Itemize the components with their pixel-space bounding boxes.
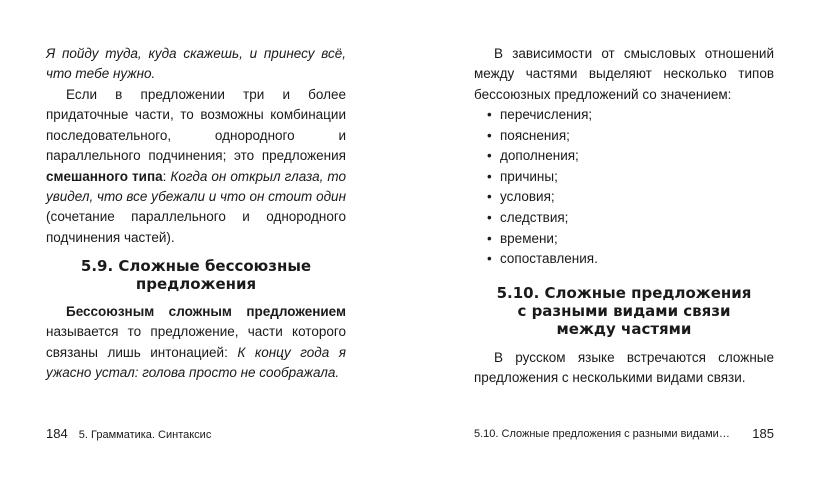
heading-5-10-line3: между частями (556, 320, 692, 338)
running-title-left: 5. Грамматика. Синтаксис (78, 429, 212, 441)
heading-5-9-line2: предложения (135, 275, 257, 293)
bullet-icon: • (487, 107, 492, 122)
bullet-icon: • (487, 251, 492, 267)
right-footer (474, 427, 774, 441)
mixed-type-colon: : (162, 168, 171, 184)
left-page (46, 0, 346, 480)
section-heading-5-10 (474, 284, 774, 338)
page-number-left: 184 (46, 426, 68, 441)
page-number-right: 185 (752, 426, 774, 441)
bullet-icon: • (487, 230, 492, 246)
heading-5-10-line1: 5.10. Сложные предложения (496, 284, 752, 302)
bullet-icon: • (487, 168, 492, 184)
left-paragraph-mixed-type (46, 85, 346, 248)
list-item: • сопоставления. (474, 249, 774, 270)
right-paragraph-types: В зависимости от смысловых отношений между частями выделяют несколько типов бессоюзных предложений со значением: (474, 46, 774, 102)
bullet-icon: • (487, 127, 492, 143)
mixed-type-example: Когда он открыл глаза, то увидел, что все убежали и что он стоит один (46, 168, 346, 205)
mixed-type-text: Если в предложении три и более придаточные части, то возможны комбинации последовательного, однородного и параллельного подчинения; это предложения (46, 87, 346, 164)
bullet-icon: • (487, 189, 492, 205)
asyndetic-term: Бессоюзным сложным предложением (66, 304, 346, 319)
mixed-type-term: смешанного типа (46, 168, 163, 184)
heading-5-10-line2: с разными видами связи (517, 302, 731, 320)
mixed-type-note: (сочетание параллельного и однородного подчинения частей). (46, 209, 346, 245)
asyndetic-definition: называется то предложение, части которого связаны лишь интонацией: (46, 324, 346, 360)
list-item: • следствия; (474, 208, 774, 229)
heading-5-9-line1: 5.9. Сложные бессоюзные (80, 257, 312, 275)
list-item: • дополнения; (474, 146, 774, 167)
list-item: • причины; (474, 167, 774, 188)
right-page (474, 0, 774, 480)
types-list (474, 105, 774, 270)
asyndetic-example: К концу года я ужасно устал: голова просто не соображала. (46, 344, 347, 381)
left-footer (46, 427, 211, 442)
list-item: • перечисления; (474, 105, 774, 126)
bullet-icon: • (487, 148, 492, 164)
section-heading-5-9 (46, 257, 346, 293)
list-item: • условия; (474, 187, 774, 208)
left-paragraph-asyndetic (46, 302, 346, 384)
right-paragraph-mixed-links: В русском языке встречаются сложные предложения с несколькими видами связи. (474, 350, 774, 386)
list-item: • пояснения; (474, 126, 774, 147)
bullet-icon: • (487, 209, 492, 225)
running-title-right: 5.10. Сложные предложения с разными видами… (474, 428, 730, 440)
list-item: • времени; (474, 229, 774, 250)
left-example-sentence: Я пойду туда, куда скажешь, и принесу всё, что тебе нужно. (46, 46, 346, 82)
